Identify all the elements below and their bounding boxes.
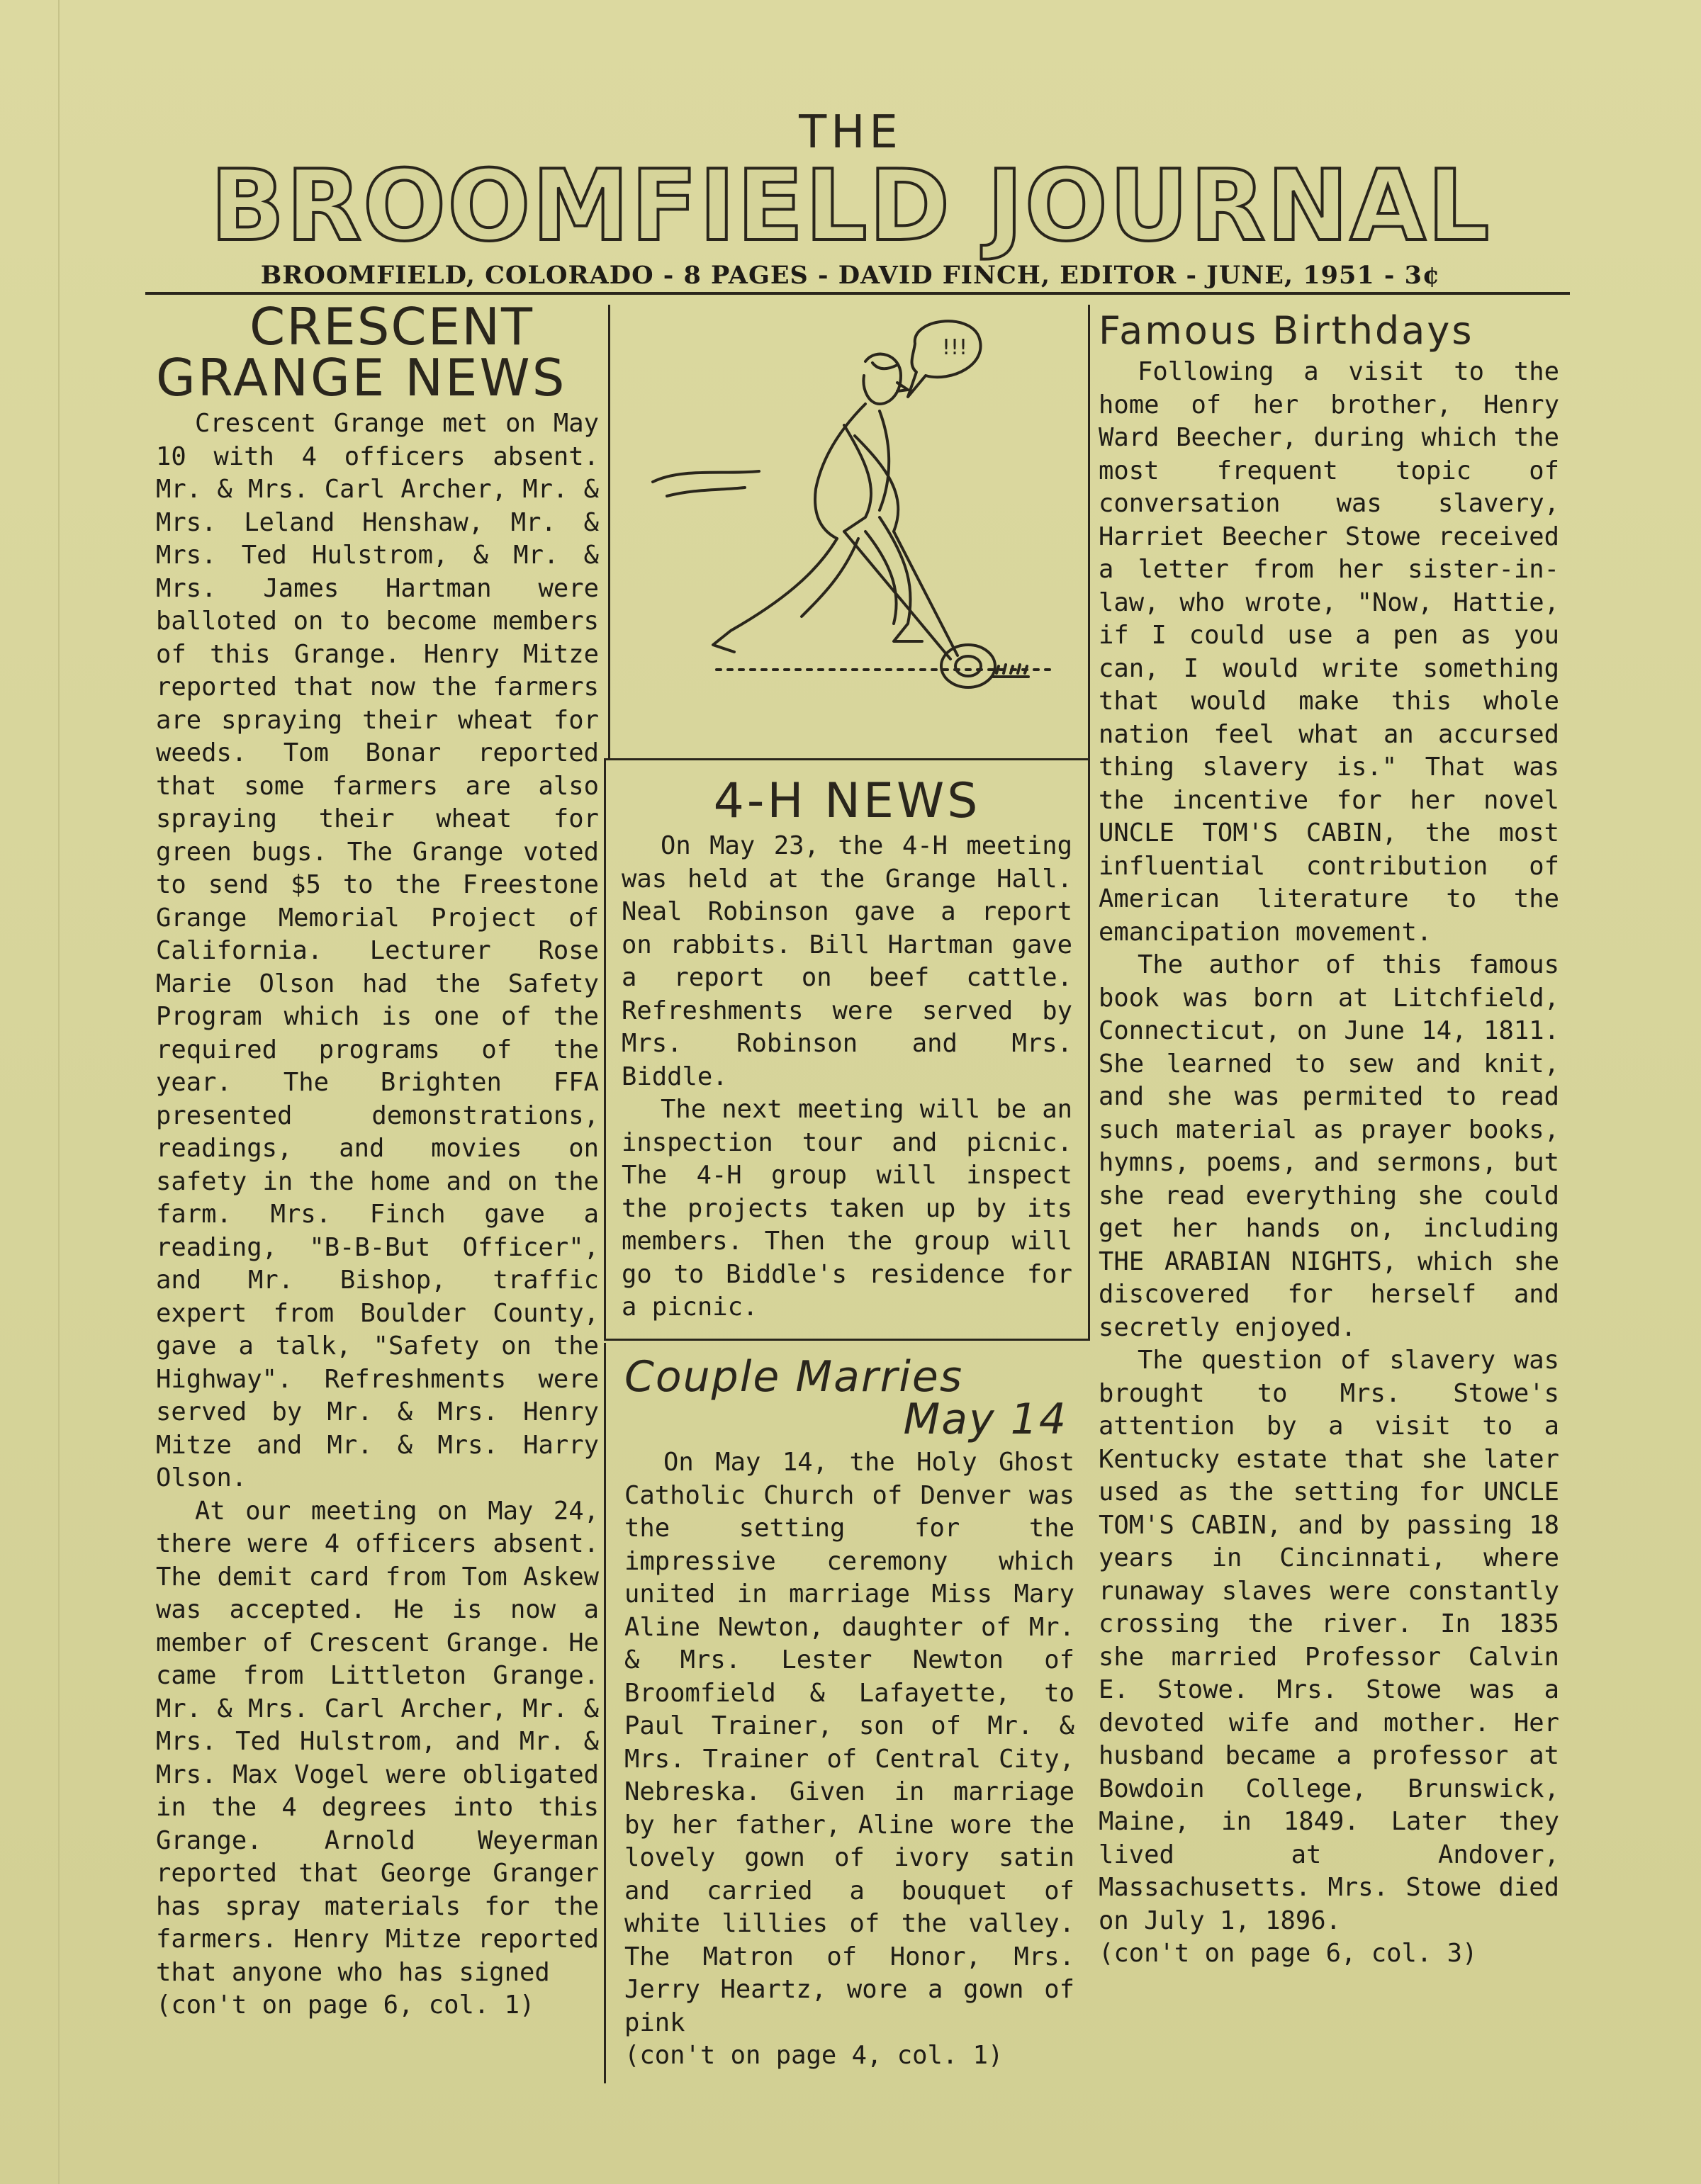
birthdays-headline: Famous Birthdays [1099, 308, 1474, 353]
fourh-news-article [604, 758, 1090, 1341]
lawn-mower-man-illustration [610, 305, 1088, 751]
crescent-continued: (con't on page 6, col. 1) [156, 1991, 535, 2020]
crescent-paragraph-1: Crescent Grange met on May 10 with 4 officers absent. Mr. & Mrs. Carl Archer, Mr. & Mrs. Leland Henshaw, Mr. & Mrs. Ted Hulstrom, & Mr. & Mrs. James Hartman were balloted on to become members of this Grange. Henry Mitze reported that now the farmers are spraying their wheat for weeds. Tom Bonar reported that some farmers are also spraying their wheat for green bugs. The Grange voted to send $5 to the Freestone Grange Memorial Project of California. Lecturer Rose Marie Olson had the Safety Program which is one of the required programs of the year. The Brighten FFA presented demonstrations, readings, and movies on safety in the home and on the farm. Mrs. Finch gave a reading, "B-B-But Officer", and Mr. Bishop, traffic expert from Boulder County, gave a talk, "Safety on the Highway". Refreshments were served by Mr. & Mrs. Henry Mitze and Mr. & Mrs. Harry Olson. [156, 409, 599, 1492]
crescent-headline: CRESCENT GRANGE NEWS [156, 297, 567, 407]
birthdays-continued: (con't on page 6, col. 3) [1099, 1939, 1478, 1968]
speech-bubble-text: !!! [942, 335, 968, 360]
crescent-paragraph-2: At our meeting on May 24, there were 4 officers absent. The demit card from Tom Askew was accepted. He is now a member of Crescent Grange. He came from Littleton Grange. Mr. & Mrs. Carl Archer, Mr. & Mrs. Ted Hulstrom, and Mr. & Mrs. Max Vogel were obligated in the 4 degrees into this Grange. Arnold Weyerman reported that George Granger has spray materials for the farmers. Henry Mitze reported that anyone who has signed [156, 1496, 599, 1987]
illustration-box [608, 305, 1090, 758]
fourh-paragraph-2: The next meeting will be an inspection tour and picnic. The 4-H group will inspect the projects taken up by its members. Then the group will go to Biddle's residence for a picnic. [622, 1095, 1072, 1322]
fourh-paragraph-1: On May 23, the 4-H meeting was held at the Grange Hall. Neal Robinson gave a report on rabbits. Bill Hartman gave a report on beef cattle. Refreshments were served by Mrs. Robinson and Mrs. Biddle. [622, 831, 1072, 1091]
masthead-rule [145, 292, 1570, 295]
couple-continued: (con't on page 4, col. 1) [624, 2041, 1004, 2070]
couple-headline-date: May 14 [903, 1395, 1067, 1444]
crescent-grange-article [156, 297, 599, 2022]
famous-birthdays-article [1099, 308, 1559, 1971]
couple-marries-article [604, 1343, 1090, 2083]
paper-edge [58, 0, 60, 2184]
birthdays-paragraph-2: The author of this famous book was born at Litchfield, Connecticut, on June 14, 1811. She learned to sew and knit, and she was permited to read such material as prayer books, hymns, poems, and sermons, but she read everything she could get her hands on, including THE ARABIAN NIGHTS, which she discovered for herself and secretly enjoyed. [1099, 950, 1559, 1342]
masthead-info-line: BROOMFIELD, COLORADO - 8 PAGES - DAVID FINCH, EDITOR - JUNE, 1951 - 3¢ [260, 261, 1441, 290]
couple-paragraph-1: On May 14, the Holy Ghost Catholic Church of Denver was the setting for the impressive ceremony which united in marriage Miss Mary Aline Newton, daughter of Mr. & Mrs. Lester Newton of Broomfield & Lafayette, to Paul Trainer, son of Mr. & Mrs. Trainer of Central City, Nebreska. Given in marriage by her father, Aline wore the lovely gown of ivory satin and carried a bouquet of white lillies of the valley. The Matron of Honor, Mrs. Jerry Heartz, wore a gown of pink [624, 1448, 1074, 2037]
fourh-headline: 4-H NEWS [713, 773, 981, 829]
masthead-title: BROOMFIELD JOURNAL [210, 149, 1491, 263]
masthead-the: THE [799, 106, 902, 159]
birthdays-paragraph-1: Following a visit to the home of her brother, Henry Ward Beecher, during which the most frequent topic of conversation was slavery, Harriet Beecher Stowe received a letter from her sister-in-law, who wrote, "Now, Hattie, if I could use a pen as you can, I would write something that would make this whole nation feel what an accursed thing slavery is." That was the incentive for her novel UNCLE TOM'S CABIN, the most influential contribution of American literature to the emancipation movement. [1099, 357, 1559, 947]
couple-headline: Couple Marries [624, 1352, 964, 1402]
birthdays-paragraph-3: The question of slavery was brought to Mrs. Stowe's attention by a visit to a Kentucky estate that she later used as the setting for UNCLE TOM'S CABIN, and by passing 18 years in Cincinnati, where runaway slaves were constantly crossing the river. In 1835 she married Professor Calvin E. Stowe. Mrs. Stowe was a devoted wife and mother. Her husband became a professor at Bowdoin College, Brunswick, Maine, in 1849. Later they lived at Andover, Massachusetts. Mrs. Stowe died on July 1, 1896. [1099, 1346, 1559, 1935]
